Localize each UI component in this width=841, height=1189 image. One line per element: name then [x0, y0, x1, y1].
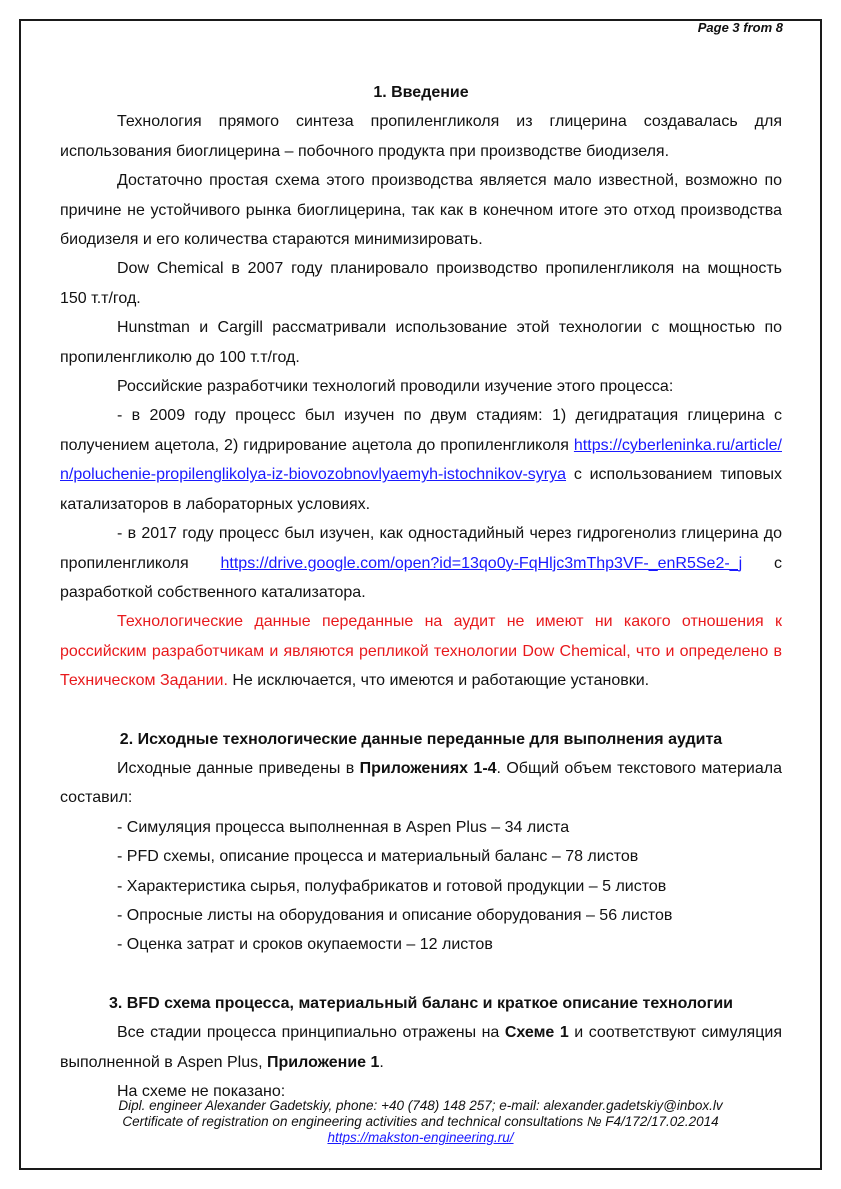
text: Исходные данные приведены в: [117, 759, 360, 777]
list-item: - Симуляция процесса выполненная в Aspen Plus – 34 листа: [117, 818, 570, 836]
list-item-2009: [60, 401, 782, 519]
document-body: [60, 78, 782, 1106]
list-item: - Оценка затрат и сроков окупаемости – 12 листов: [117, 936, 493, 954]
paragraph: Достаточно простая схема этого производства является мало известной, возможно по причине не устойчивого рынка биоглицерина, так как в конечном итоге это отход производства биодизеля и его количества стараются минимизировать.: [60, 172, 782, 249]
list-item-text: - в 2009 году процесс был изучен по двум стадиям: 1) дегидратация глицерина с получением ацетола, 2) гидрирование ацетола до пропиленгликоля: [60, 407, 782, 454]
footer-website-link[interactable]: https://makston-engineering.ru/: [327, 1130, 514, 1145]
list-item-text: - в 2017 году процесс был изучен, как одностадийный через гидрогенолиз глицерина до пропиленгликоля: [60, 525, 782, 572]
red-highlight-text: Технологические данные переданные на аудит не имеют ни какого отношения к российским разработчикам и являются репликой технологии Dow Chemical, что и определено в Техническом Задании.: [60, 613, 782, 690]
bold-text: Приложение 1: [267, 1053, 380, 1071]
paragraph: Технология прямого синтеза пропиленгликоля из глицерина создавалась для использования биоглицерина – побочного продукта при производстве биодизеля.: [60, 113, 782, 160]
bold-text: Схеме 1: [504, 1024, 569, 1042]
footer-contact: Dipl. engineer Alexander Gadetskiy, phone: +40 (748) 148 257; e-mail: alexander.gadetskiy@inbox.lv: [118, 1098, 723, 1113]
section-3-title: 3. BFD схема процесса, материальный баланс и краткое описание технологии: [108, 994, 734, 1012]
text: . Общий объем текстового материала составил:: [60, 759, 782, 807]
paragraph: Российские разработчики технологий проводили изучение этого процесса:: [117, 378, 674, 396]
bold-text: Приложениях 1-4: [359, 759, 497, 777]
cyberleninka-link[interactable]: https://cyberleninka.ru/article/n/poluchenie-propilenglikolya-iz-biovozobnovlyaemyh-istochnikov-syrya: [60, 436, 782, 484]
paragraph: [60, 1018, 782, 1077]
list-item-text: с использованием типовых катализаторов в лабораторных условиях.: [60, 466, 782, 513]
list-item: - PFD схемы, описание процесса и материальный баланс – 78 листов: [117, 848, 639, 866]
section-1-title: 1. Введение: [373, 84, 469, 101]
paragraph: На схеме не показано:: [117, 1083, 286, 1100]
paragraph-text: Не исключается, что имеются и работающие установки.: [227, 672, 650, 690]
page-number: Page 3 from 8: [697, 20, 783, 35]
text: .: [379, 1053, 384, 1071]
paragraph: Hunstman и Cargill рассматривали использование этой технологии с мощностью по пропиленгликолю до 100 т.т/год.: [60, 319, 782, 366]
text: и соответствуют симуляция выполненной в Aspen Plus,: [60, 1024, 782, 1071]
list-item: - Опросные листы на оборудования и описание оборудования – 56 листов: [117, 906, 673, 924]
google-drive-link[interactable]: https://drive.google.com/open?id=13qo0y-FqHljc3mThp3VF-_enR5Se2-_j: [220, 554, 743, 572]
list-item-2017: [60, 519, 782, 607]
text: Все стадии процесса принципиально отражены на: [117, 1024, 505, 1042]
paragraph-highlight: [60, 607, 782, 695]
list-item: - Характеристика сырья, полуфабрикатов и готовой продукции – 5 листов: [117, 877, 667, 895]
page-footer: [20, 1098, 821, 1146]
footer-certificate: Certificate of registration on engineering activities and technical consultations № F4/172/17.02.2014: [122, 1114, 719, 1129]
list-item-text: с разработкой собственного катализатора.: [60, 554, 782, 601]
paragraph: Dow Chemical в 2007 году планировало производство пропиленгликоля на мощность 150 т.т/год.: [60, 260, 782, 307]
paragraph: [60, 754, 782, 813]
section-2-title: 2. Исходные технологические данные переданные для выполнения аудита: [119, 730, 723, 748]
